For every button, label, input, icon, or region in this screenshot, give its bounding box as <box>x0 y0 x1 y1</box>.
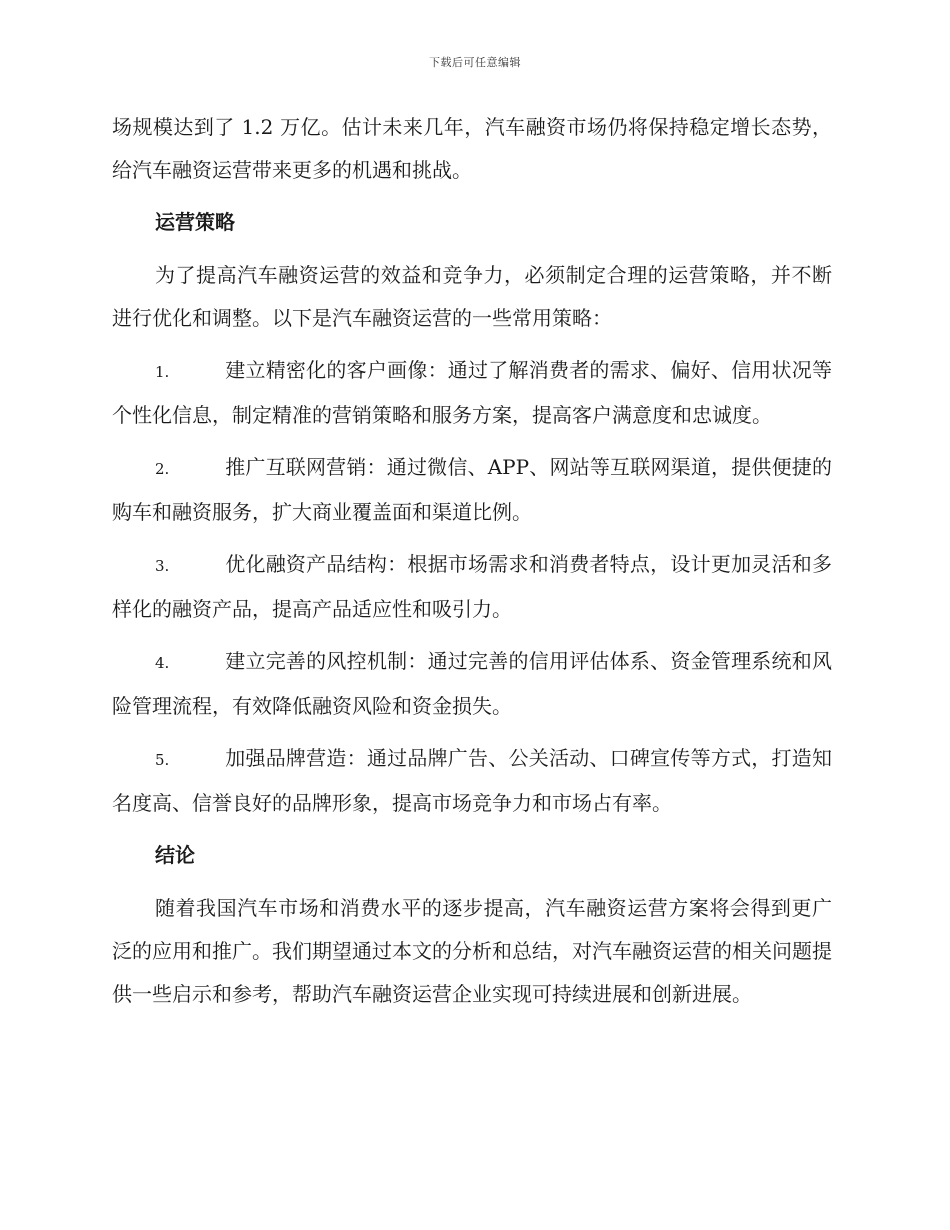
conclusion-paragraph: 随着我国汽车市场和消费水平的逐步提高，汽车融资运营方案将会得到更广泛的应用和推广。我们期望通过本文的分析和总结，对汽车融资运营的相关问题提供一些启示和参考，帮助汽车融资运营企业实现可持续进展和创新进展。 <box>112 896 832 1006</box>
header-note: 下载后可任意编辑 <box>429 56 521 69</box>
list-item <box>112 446 832 534</box>
list-item <box>112 543 832 631</box>
list-item <box>112 737 832 825</box>
list-item-text: 建立完善的风控机制：通过完善的信用评估体系、资金管理系统和风险管理流程，有效降低融资风险和资金损失。 <box>112 649 832 718</box>
intro-paragraph: 场规模达到了 1.2 万亿。估计未来几年，汽车融资市场仍将保持稳定增长态势，给汽车融资运营带来更多的机遇和挑战。 <box>112 115 832 182</box>
list-item-text: 优化融资产品结构：根据市场需求和消费者特点，设计更加灵活和多样化的融资产品，提高产品适应性和吸引力。 <box>112 552 832 621</box>
list-item-number: 3. <box>155 557 170 575</box>
list-item-number: 1. <box>155 363 170 381</box>
list-item-number: 2. <box>155 460 170 478</box>
list-item-text: 推广互联网营销：通过微信、APP、网站等互联网渠道，提供便捷的购车和融资服务，扩大商业覆盖面和渠道比例。 <box>112 455 832 524</box>
list-item <box>112 349 832 437</box>
list-item-text: 加强品牌营造：通过品牌广告、公关活动、口碑宣传等方式，打造知名度高、信誉良好的品牌形象，提高市场竞争力和市场占有率。 <box>112 746 832 815</box>
document-body <box>112 106 832 1025</box>
list-item-number: 4. <box>155 654 170 672</box>
list-item-text: 建立精密化的客户画像：通过了解消费者的需求、偏好、信用状况等个性化信息，制定精准的营销策略和服务方案，提高客户满意度和忠诚度。 <box>112 358 832 427</box>
section-heading-conclusion: 结论 <box>155 843 195 867</box>
section-heading-strategy: 运营策略 <box>155 210 235 234</box>
list-item-number: 5. <box>155 751 170 769</box>
strategy-intro-paragraph: 为了提高汽车融资运营的效益和竞争力，必须制定合理的运营策略，并不断进行优化和调整。以下是汽车融资运营的一些常用策略： <box>112 263 832 330</box>
list-item <box>112 640 832 728</box>
